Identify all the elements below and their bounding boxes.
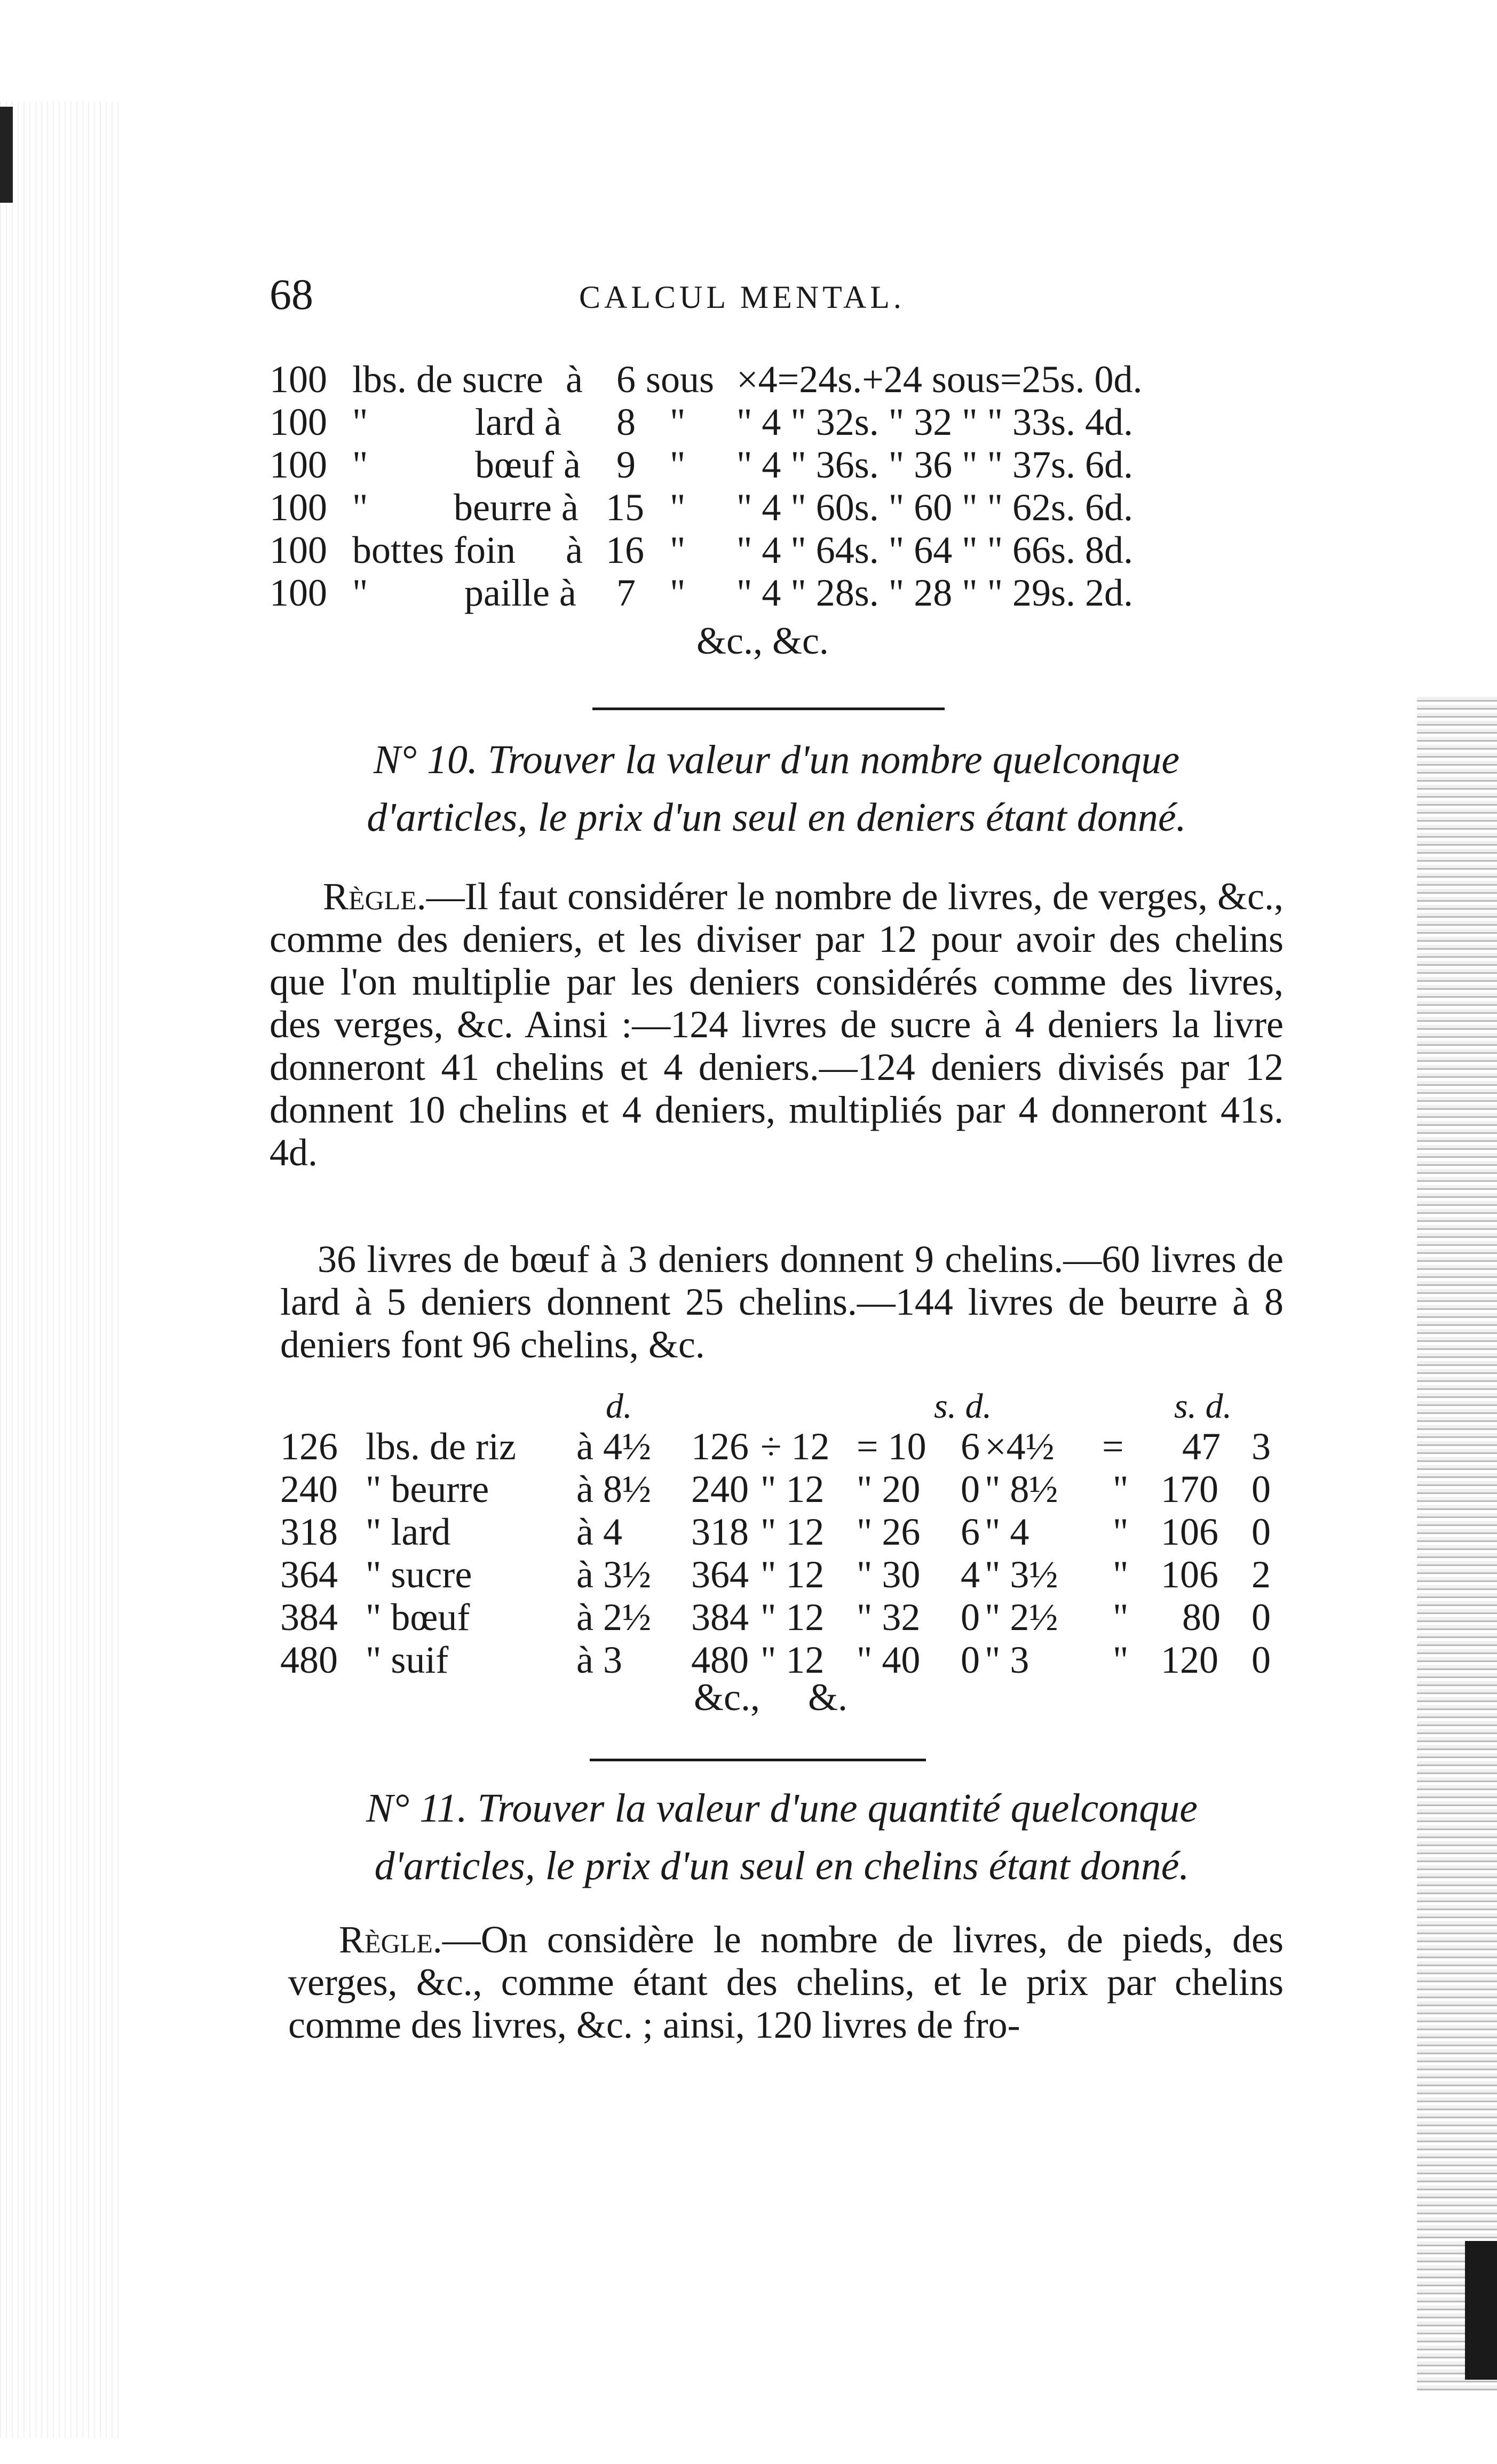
- table-cell: 0: [1252, 1639, 1271, 1681]
- table-cell: " bœuf: [366, 1596, 470, 1639]
- table-cell: bottes foin: [352, 529, 516, 571]
- table-cell: 6: [961, 1425, 980, 1468]
- table-cell: " 4 " 28s. " 28 " " 29s. 2d.: [736, 571, 1133, 614]
- rule-text: —Il faut considérer le nombre de livres, de verges, &c., comme des deniers, et les diviser par 12 pour avoir des chelins que l'on multiplie par les deniers considérés comme des livres, des verges, &c. Ainsi :—124 livres de sucre à 4 deniers la livre donneront 41 chelins et 4 deniers.—124 deniers divisés par 12 donnent 10 chelins et 4 deniers, multipliés par 4 donneront 41s. 4d.: [270, 875, 1284, 1174]
- table-cell: 480: [691, 1639, 749, 1681]
- section-10-title-line1: N° 10. Trouver la valeur d'un nombre quelconque: [373, 737, 1180, 782]
- table-cell: beurre à: [454, 486, 579, 529]
- table-cell: 80: [1182, 1596, 1221, 1639]
- table-cell: 100: [270, 358, 327, 401]
- table-cell: 364: [280, 1553, 338, 1596]
- table-cell: ": [1113, 1553, 1129, 1596]
- table-cell: 6: [616, 358, 636, 401]
- table-cell: ": [352, 486, 368, 529]
- rule-label: Règle.: [323, 875, 426, 918]
- table-cell: ": [670, 529, 686, 571]
- table-cell: 126: [280, 1425, 338, 1468]
- table-cell: à 3½: [576, 1553, 651, 1596]
- table2-header-d: d.: [606, 1387, 632, 1426]
- table-cell: = 10: [857, 1425, 926, 1468]
- table-cell: " 12: [761, 1511, 825, 1553]
- table1-etc: &c., &c.: [696, 619, 829, 662]
- table-cell: 0: [961, 1596, 980, 1639]
- table-cell: 120: [1161, 1639, 1218, 1681]
- section-rule: [590, 1759, 926, 1761]
- table-row: [280, 1638, 1284, 1681]
- table-row: [280, 1595, 1284, 1638]
- table-cell: 15: [606, 486, 644, 529]
- section-11-rule-paragraph: [288, 1918, 1284, 2046]
- table-cell: " 32: [857, 1596, 921, 1639]
- table-row: [280, 1467, 1284, 1510]
- table-cell: ÷ 12: [761, 1425, 830, 1468]
- table-cell: à: [566, 358, 583, 401]
- table-cell: ": [1113, 1468, 1129, 1511]
- table-row: [270, 443, 1284, 486]
- table2-header-sd2: s. d.: [1174, 1387, 1232, 1426]
- table-row: [270, 528, 1284, 571]
- table-row: [270, 486, 1284, 528]
- table-cell: ×4=24s.+24 sous=25s. 0d.: [736, 358, 1143, 401]
- section-rule: [592, 708, 945, 710]
- table-cell: 106: [1161, 1511, 1218, 1553]
- table-cell: à 3: [576, 1639, 622, 1681]
- table-cell: à 4½: [576, 1425, 651, 1468]
- table-cell: " 26: [857, 1511, 921, 1553]
- table-cell: 100: [270, 486, 327, 529]
- table-cell: 2: [1252, 1553, 1271, 1596]
- page-number: 68: [270, 270, 313, 319]
- scan-edge-mark: [0, 107, 13, 203]
- section-10-title: [270, 731, 1284, 846]
- table-row: [280, 1553, 1284, 1595]
- table2-etc: &c., &.: [694, 1676, 847, 1719]
- table-cell: à: [566, 529, 583, 571]
- table-cell: " 12: [761, 1553, 825, 1596]
- section-10-title-line2: d'articles, le prix d'un seul en deniers étant donné.: [367, 795, 1186, 840]
- running-head: CALCUL MENTAL.: [579, 280, 905, 315]
- table-cell: 0: [1252, 1596, 1271, 1639]
- table-cell: 106: [1161, 1553, 1218, 1596]
- table-cell: " sucre: [366, 1553, 472, 1596]
- table-cell: 47: [1182, 1425, 1221, 1468]
- price-table-1: [270, 357, 1284, 614]
- table-cell: 100: [270, 571, 327, 614]
- table-cell: " 8½: [985, 1468, 1058, 1511]
- table-cell: ": [670, 571, 686, 614]
- table-cell: 8: [616, 401, 636, 443]
- table-cell: 16: [606, 529, 644, 571]
- table-cell: 9: [616, 443, 636, 486]
- table-cell: 384: [280, 1596, 338, 1639]
- table-cell: " 4 " 64s. " 64 " " 66s. 8d.: [736, 529, 1133, 571]
- scan-edge-mark-right: [1465, 2241, 1497, 2380]
- table-cell: 3: [1252, 1425, 1271, 1468]
- table-cell: lbs. de riz: [366, 1425, 516, 1468]
- section-10-paragraph-2: 36 livres de bœuf à 3 deniers donnent 9 chelins.—60 livres de lard à 5 deniers donnent 25 chelins.—144 livres de beurre à 8 deniers font 96 chelins, &c.: [280, 1238, 1284, 1366]
- table-cell: ": [352, 571, 368, 614]
- section-11-title-line1: N° 11. Trouver la valeur d'une quantité quelconque: [366, 1786, 1198, 1831]
- table-cell: lbs. de sucre: [352, 358, 543, 401]
- table-cell: " lard: [366, 1511, 451, 1553]
- scan-edge-right: [1417, 694, 1497, 2390]
- table-cell: " 4 " 32s. " 32 " " 33s. 4d.: [736, 401, 1133, 443]
- table-cell: " suif: [366, 1639, 449, 1681]
- table-cell: 0: [961, 1468, 980, 1511]
- table-cell: 480: [280, 1639, 338, 1681]
- table-cell: " 2½: [985, 1596, 1058, 1639]
- table-cell: à 2½: [576, 1596, 651, 1639]
- table-row: [270, 357, 1284, 400]
- rule-text: —On considère le nombre de livres, de pieds, des verges, &c., comme étant des chelins, et le prix par chelins comme des livres, &c. ; ainsi, 120 livres de fro-: [288, 1918, 1284, 2046]
- table-cell: ": [670, 401, 686, 443]
- table-cell: 0: [961, 1639, 980, 1681]
- table-cell: à 8½: [576, 1468, 651, 1511]
- table-cell: 100: [270, 443, 327, 486]
- table-cell: 6: [961, 1511, 980, 1553]
- table-cell: =: [1102, 1425, 1124, 1468]
- table-cell: ": [1113, 1511, 1129, 1553]
- table-cell: " 4 " 36s. " 36 " " 37s. 6d.: [736, 443, 1133, 486]
- table-cell: lard à: [475, 401, 561, 443]
- table-cell: 364: [691, 1553, 749, 1596]
- table-cell: paille à: [464, 571, 576, 614]
- table-cell: 100: [270, 529, 327, 571]
- table-cell: " 20: [857, 1468, 921, 1511]
- table-cell: " 12: [761, 1596, 825, 1639]
- table-cell: ×4½: [985, 1425, 1055, 1468]
- table-cell: 240: [280, 1468, 338, 1511]
- table-cell: à 4: [576, 1511, 622, 1553]
- table-row: [280, 1425, 1284, 1467]
- table-cell: 7: [616, 571, 636, 614]
- table-cell: 0: [1252, 1511, 1271, 1553]
- table-cell: bœuf à: [475, 443, 581, 486]
- table-cell: " 12: [761, 1639, 825, 1681]
- scan-edge-left: [0, 101, 123, 2438]
- table-cell: sous: [646, 358, 715, 401]
- table-cell: ": [670, 443, 686, 486]
- table-cell: " 4: [985, 1511, 1029, 1553]
- table-row: [270, 400, 1284, 443]
- price-table-2: [280, 1425, 1284, 1681]
- table-cell: 100: [270, 401, 327, 443]
- page-header: [270, 269, 1284, 333]
- table-cell: 318: [280, 1511, 338, 1553]
- table-cell: 4: [961, 1553, 980, 1596]
- table-cell: " 40: [857, 1639, 921, 1681]
- table-cell: " beurre: [366, 1468, 489, 1511]
- table-cell: 384: [691, 1596, 749, 1639]
- table-cell: ": [1113, 1639, 1129, 1681]
- table-cell: 0: [1252, 1468, 1271, 1511]
- table-cell: " 12: [761, 1468, 825, 1511]
- section-11-title-line2: d'articles, le prix d'un seul en chelins étant donné.: [374, 1843, 1190, 1888]
- table-cell: ": [670, 486, 686, 529]
- section-11-title: [280, 1779, 1284, 1895]
- table-cell: " 30: [857, 1553, 921, 1596]
- table-cell: " 3: [985, 1639, 1029, 1681]
- table-row: [280, 1510, 1284, 1553]
- table-cell: 170: [1161, 1468, 1218, 1511]
- table-cell: ": [352, 401, 368, 443]
- table2-header-sd: s. d.: [934, 1387, 992, 1426]
- table-cell: " 3½: [985, 1553, 1058, 1596]
- table-cell: 126: [691, 1425, 749, 1468]
- table-cell: ": [1113, 1596, 1129, 1639]
- table-cell: 318: [691, 1511, 749, 1553]
- section-10-rule-paragraph: [270, 875, 1284, 1174]
- rule-label: Règle.: [339, 1918, 442, 1961]
- table-cell: " 4 " 60s. " 60 " " 62s. 6d.: [736, 486, 1133, 529]
- table-cell: ": [352, 443, 368, 486]
- table-cell: 240: [691, 1468, 749, 1511]
- table-row: [270, 571, 1284, 614]
